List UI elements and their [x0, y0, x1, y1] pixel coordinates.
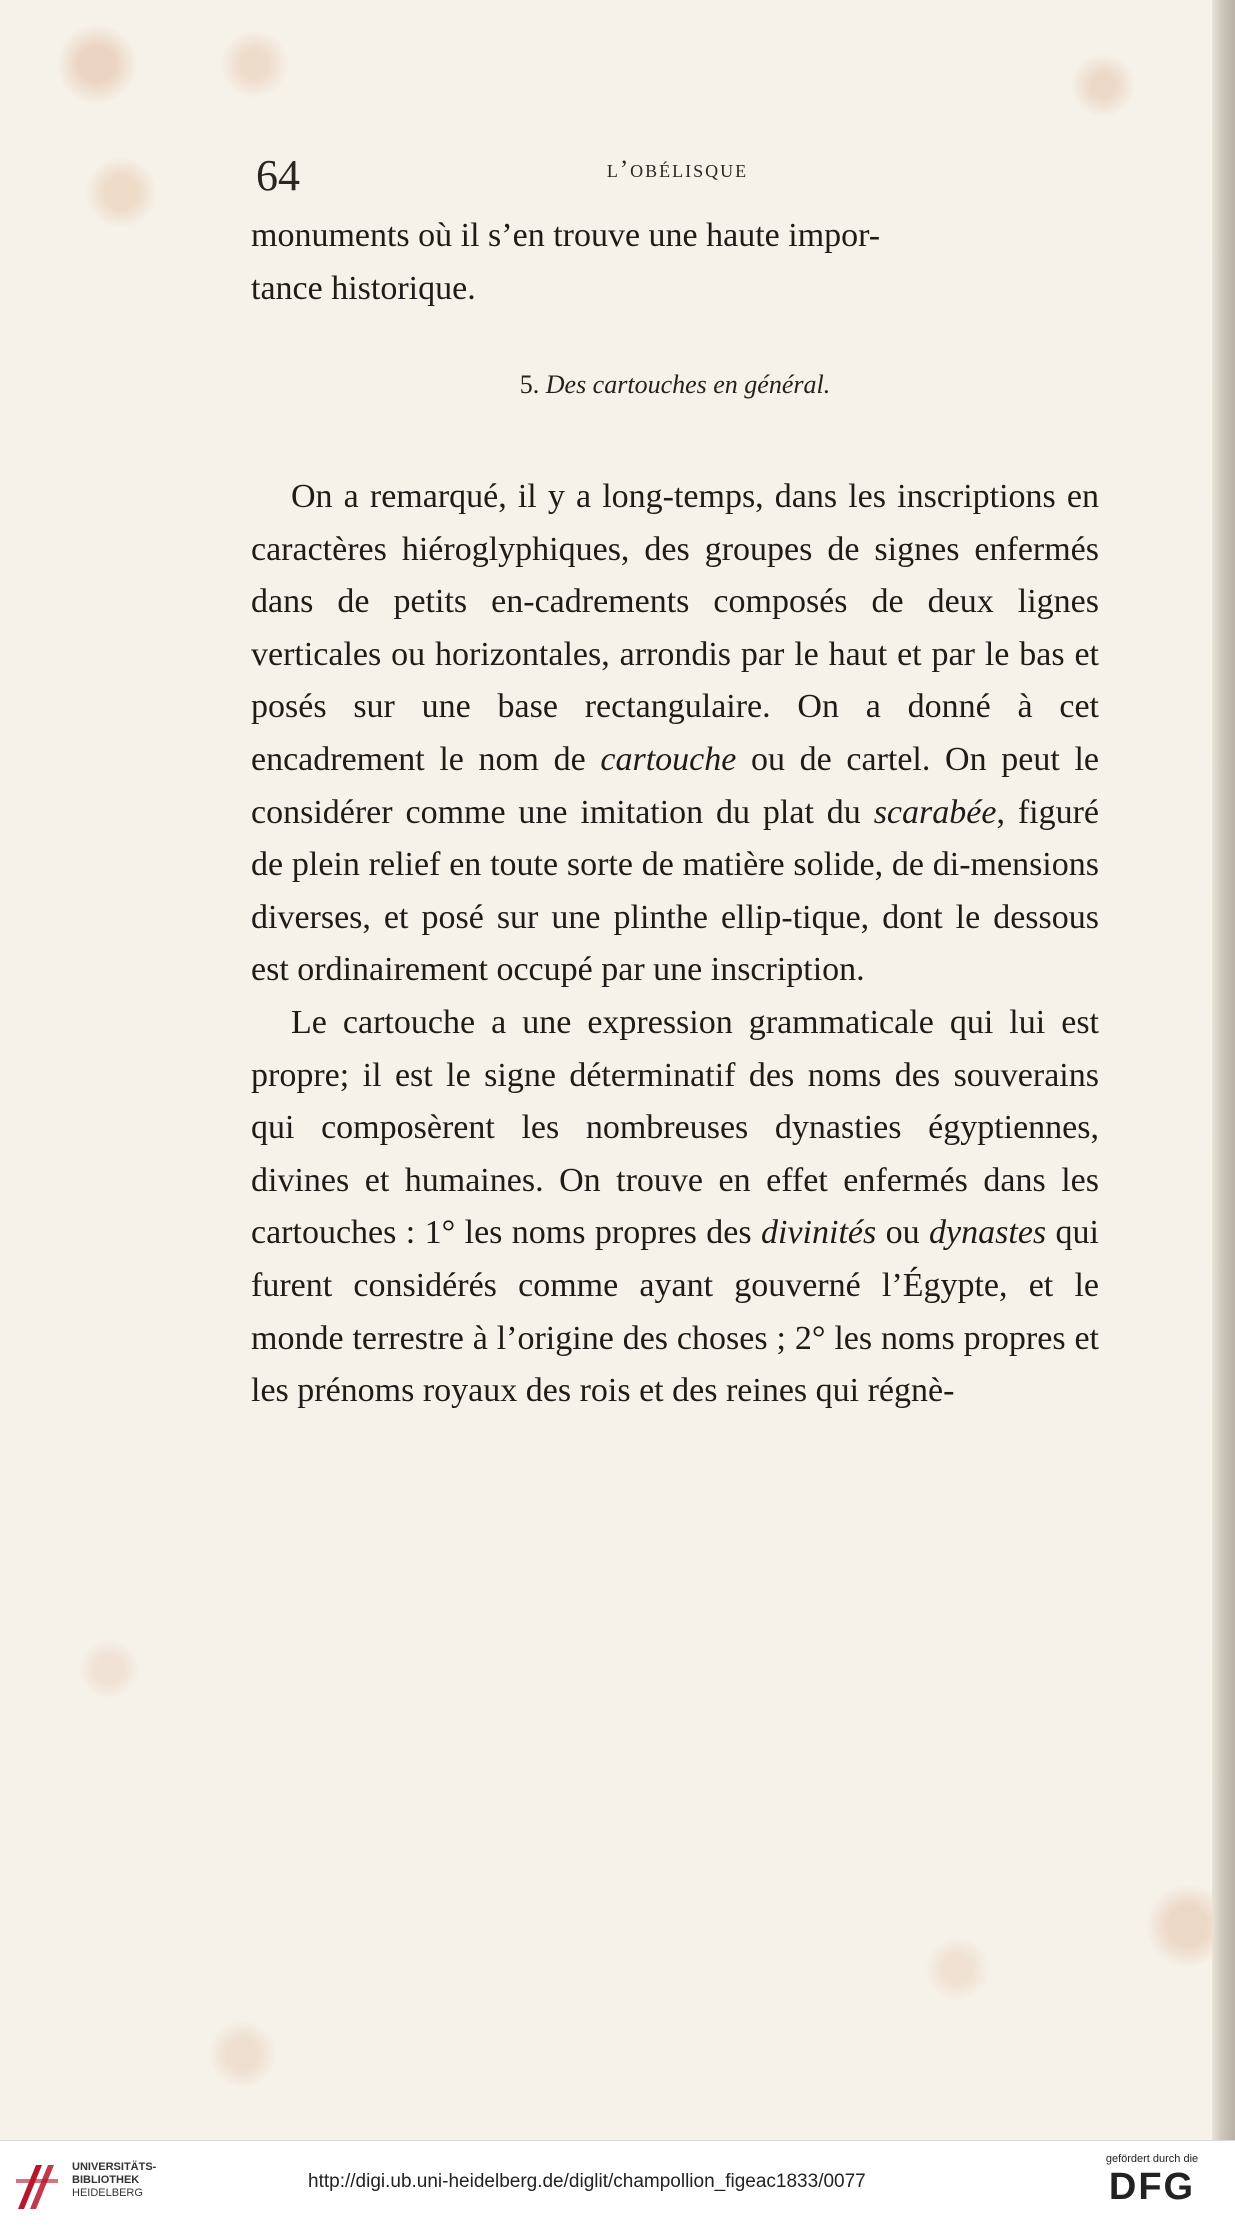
- viewer-footer: [0, 2140, 1235, 2228]
- paragraph-2: [251, 997, 1099, 1418]
- main-text: [251, 471, 1099, 1418]
- permalink-url[interactable]: http://digi.ub.uni-heidelberg.de/diglit/champollion_figeac1833/0077: [308, 2171, 866, 2192]
- library-line-1: UNIVERSITÄTS-: [72, 2161, 157, 2173]
- section-title: Des cartouches en général.: [545, 370, 831, 399]
- page-edge-shadow: [1212, 0, 1235, 2140]
- intro-line: monuments où il s’en trouve une haute impor-: [251, 217, 881, 254]
- paragraph-1-text-c: , figuré de plein relief en toute sorte de matière solide, de di-mensions diverses, et posé sur une plinthe ellip-tique, dont le dessous est ordinairement occupé par une inscription.: [251, 793, 1099, 989]
- paragraph-1-emphasis-scarabee: scarabée: [873, 793, 997, 831]
- paragraph-2-emphasis-dynastes: dynastes: [929, 1214, 1047, 1252]
- section-heading: [251, 370, 1099, 400]
- paragraph-2-text-a: Le cartouche a une expression grammaticale qui lui est propre; il est le signe déterminatif des noms des souverains qui composèrent les nombreuses dynasties égyptiennes, divines et humaines. On trouve en effet enfermés dans les cartouches : 1° les noms propres des: [251, 1003, 1099, 1252]
- paragraph-1: [251, 471, 1099, 997]
- paragraph-2-text-c: qui furent considérés comme ayant gouverné l’Égypte, et le monde terrestre à l’origine des choses ; 2° les noms propres et les prénoms royaux des rois et des reines qui régnè-: [251, 1214, 1099, 1410]
- paragraph-1-emphasis-cartouche: cartouche: [600, 740, 737, 778]
- funder-caption: gefördert durch die: [1105, 2153, 1199, 2165]
- section-number: 5.: [519, 370, 540, 399]
- library-line-2: BIBLIOTHEK: [72, 2174, 140, 2186]
- intro-text: [251, 210, 1099, 315]
- university-library-logo-icon[interactable]: [12, 2157, 62, 2215]
- funder-block[interactable]: [1087, 2153, 1217, 2207]
- running-title: l’obélisque: [606, 156, 749, 183]
- library-name[interactable]: [72, 2161, 156, 2200]
- paragraph-1-text-b: ou de cartel. On peut le considérer comme une imitation du plat du: [251, 740, 1099, 831]
- paragraph-1-text-a: On a remarqué, il y a long-temps, dans les inscriptions en caractères hiéroglyphiques, des groupes de signes enfermés dans de petits en-cadrements composés de deux lignes verticales ou horizontales, arrondis par le haut et par le bas et posés sur une base rectangulaire. On a donné à cet encadrement le nom de: [251, 478, 1099, 778]
- paragraph-2-text-b: ou: [876, 1214, 930, 1252]
- dfg-logo-icon: DFG: [1108, 2166, 1196, 2208]
- paragraph-2-emphasis-divinites: divinités: [761, 1214, 877, 1252]
- intro-line: tance historique.: [251, 269, 476, 307]
- library-line-3: HEIDELBERG: [72, 2187, 143, 2199]
- page-header: [256, 148, 1099, 208]
- page-number: 64: [256, 151, 300, 200]
